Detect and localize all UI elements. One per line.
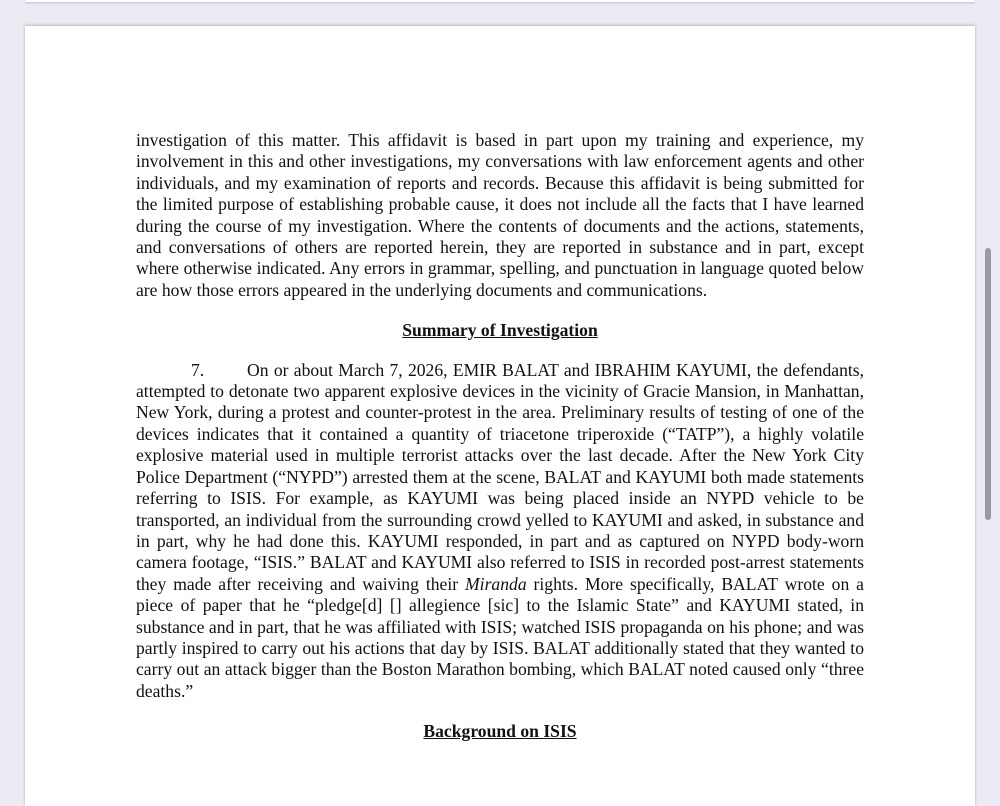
document-page [25,26,975,806]
paragraph-7-text: On or about March 7, 2026, EMIR BALAT and IBRAHIM KAYUMI, the defendants, attempted to detonate two apparent explosive devices in the vicinity of Gracie Mansion, in Manhattan, New York, during a protest and counter-protest in the area. Preliminary results of testing of one of the devices indicates that it contained a quantity of triacetone triperoxide (“TATP”), a highly volatile explosive material used in multiple terrorist attacks over the last decade. After the New York City Police Department (“NYPD”) arrested them at the scene, BALAT and KAYUMI both made statements referring to ISIS. For example, as KAYUMI was being placed inside an NYPD vehicle to be transported, an individual from the surrounding crowd yelled to KAYUMI and asked, in substance and in part, why he had done this. KAYUMI responded, in part and as captured on NYPD body-worn camera footage, “ISIS.” BALAT and KAYUMI also referred to ISIS in recorded post-arrest statements they made after receiving and waiving their [136,359,864,594]
paragraph-7-text-cont: rights. More specifically, BALAT wrote on a piece of paper that he “pledge[d] [] allegience [sic] to the Islamic State” and KAYUMI stated, in substance and in part, that he was affiliated with ISIS; watched ISIS propaganda on his phone; and was partly inspired to carry out his actions that day by ISIS. BALAT additionally stated that they wanted to carry out an attack bigger than the Boston Marathon bombing, which BALAT noted caused only “three deaths.” [136,573,864,701]
previous-page-edge [25,0,975,2]
section-heading: Summary of Investigation [402,320,598,341]
vertical-scrollbar-thumb[interactable] [985,248,991,520]
paragraph-7 [136,360,864,703]
next-section-heading: Background on ISIS [423,721,577,742]
intro-paragraph: investigation of this matter. This affidavit is based in part upon my training and experience, my involvement in this and other investigations, my conversations with law enforcement agents and other individuals, and my examination of reports and records. Because this affidavit is being submitted for the limited purpose of establishing probable cause, it does not include all the facts that I have learned during the course of my investigation. Where the contents of documents and the actions, statements, and conversations of others are reported herein, they are reported in substance and in part, except where otherwise indicated. Any errors in grammar, spelling, and punctuation in language quoted below are how those errors appeared in the underlying documents and communications. [136,130,864,300]
page-content [136,130,864,761]
paragraph-number: 7. [191,359,205,380]
miranda-italic: Miranda [465,573,527,594]
